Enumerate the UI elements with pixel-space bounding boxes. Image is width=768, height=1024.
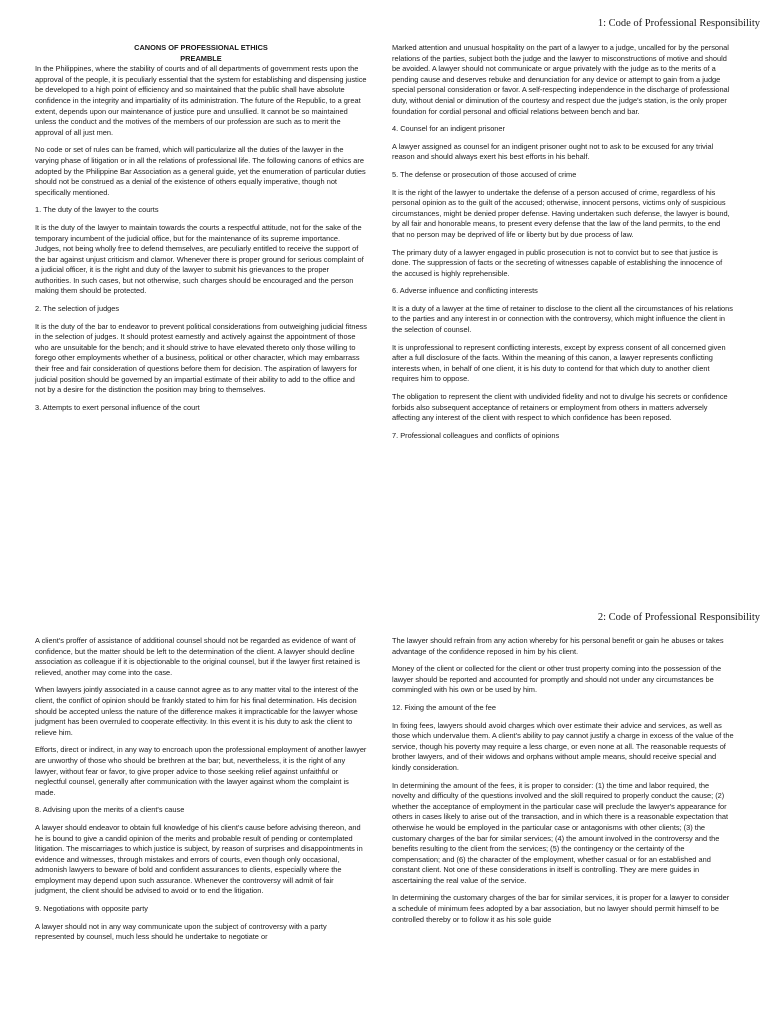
section-heading: 5. The defense or prosecution of those accused of crime <box>392 169 577 179</box>
section-heading: 1. The duty of the lawyer to the courts <box>35 205 159 215</box>
paragraph: A lawyer assigned as counsel for an indigent prisoner ought not to ask to be excused for any trivial reason and should always exert his best efforts in his behalf. <box>392 141 714 162</box>
document-title: CANONS OF PROFESSIONAL ETHICS <box>134 43 268 52</box>
page-header: 1: Code of Professional Responsibility <box>597 18 760 29</box>
section-heading: 7. Professional colleagues and conflicts of opinions <box>392 430 560 440</box>
paragraph: No code or set of rules can be framed, which will particularize all the duties of the lawyer in the varying phase of litigation or in all the relations of professional life. The following canons of ethics are adopted by the Philippine Bar Association as a general guide, yet the enumeration of particular duties should not be construed as a denial of the existence of others equally imperative, though not specifically mentioned. <box>35 145 366 197</box>
paragraph: In fixing fees, lawyers should avoid charges which over estimate their advice and services, as well as those which undervalue them. A client's ability to pay cannot justify a charge in excess of the value of the service, though his poverty may require a less charge, or even none at all. The reasonable requests of brother lawyers, and of their widows and orphans without ample means, should receive special and kindly consideration. <box>392 720 734 772</box>
paragraph: In determining the customary charges of the bar for similar services, it is proper for a lawyer to consider a schedule of minimum fees adopted by a bar association, but no lawyer should permit himself to be controlled thereby or to follow it as his sole guide <box>392 893 730 924</box>
paragraph: In the Philippines, where the stability of courts and of all departments of government rests upon the approval of the people, it is peculiarly essential that the system for establishing and dispensing justice be developed to a high point of efficiency and so maintained that the public shall have absolute confidence in the integrity and impartiality of its administration. The future of the Republic, to a great extent, depends upon our maintenance of justice pure and unsullied. It cannot be so maintained unless the conduct and the motives of the members of our profession are such as to merit the approval of all just men. <box>35 64 367 137</box>
paragraph: It is the duty of the lawyer to maintain towards the courts a respectful attitude, not for the sake of the temporary incumbent of the judicial office, but for the maintenance of its supreme importance. Judges, not being wholly free to defend themselves, are peculiarly entitled to receive the support of the bar against unjust criticism and clamor. Whenever there is proper ground for serious complaint of a judicial officer, it is the right and duty of the lawyer to submit his grievances to the proper authorities. In such cases, but not otherwise, such charges should be encouraged and the person making them should be protected. <box>35 222 364 296</box>
paragraph: It is a duty of a lawyer at the time of retainer to disclose to the client all the circumstances of his relations to the parties and any interest in or connection with the controversy, which might influence the client in the selection of counsel. <box>392 303 733 335</box>
left-column <box>35 43 367 420</box>
document-page-2 <box>0 604 768 1024</box>
paragraph: The lawyer should refrain from any action whereby for his personal benefit or gain he abuses or takes advantage of the confidence reposed in him by his client. <box>392 636 724 656</box>
right-column <box>392 43 734 448</box>
section-heading: 8. Advising upon the merits of a client's cause <box>35 805 185 815</box>
right-column <box>392 636 734 932</box>
paragraph: It is the duty of the bar to endeavor to prevent political considerations from outweighing judicial fitness in the selection of judges. It should protest earnestly and actively against the appointment of those who are unsuitable for the bench; and it should strive to have elevated thereto only those willing to forego other employments whether of a business, political or other character, which may embarrass their free and fair consideration of questions before them for decision. The aspiration of lawyers for judicial position should be governed by an impartial estimate of their ability to add to the office and not by a desire for the distinction the position may bring to themselves. <box>35 321 367 395</box>
paragraph: In determining the amount of the fees, it is proper to consider: (1) the time and labor required, the novelty and difficulty of the questions involved and the skill required to properly conduct the cause; (2) whether the acceptance of employment in the particular case will preclude the lawyer's appearance for others in cases likely to arise out of the transaction, and in which there is a reasonable expectation that otherwise he would be employed in the particular case or antagonisms with other clients; (3) the customary charges of the bar for similar services; (4) the amount involved in the controversy and the benefits resulting to the client from the services; (5) the contingency or the certainty of the compensation; and (6) the character of the employment, whether casual or for an established and constant client. Not one of these considerations in itself is controlling. They are mere guides in ascertaining the real value of the service. <box>392 780 729 885</box>
paragraph: It is unprofessional to represent conflicting interests, except by express consent of all concerned given after a full disclosure of the facts. Within the meaning of this canon, a lawyer represents conflicting interests when, in behalf of one client, it is his duty to contend for that which duty to another client requires him to oppose. <box>392 342 726 384</box>
section-heading: 2. The selection of judges <box>35 304 120 314</box>
paragraph: A lawyer should endeavor to obtain full knowledge of his client's cause before advising thereon, and he is bound to give a candid opinion of the merits and probable result of pending or contemplated litigation. The miscarriages to which justice is subject, by reason of surprises and disappointments in evidence and witnesses, through mistakes and errors of courts, even though only occasional, admonish lawyers to beware of bold and confident assurances to clients, especially where the employment may depend upon such assurance. Whenever the controversy will admit of fair judgment, the client should be advised to avoid or to end the litigation. <box>35 822 363 896</box>
left-column <box>35 636 367 950</box>
section-heading: 9. Negotiations with opposite party <box>35 904 148 914</box>
paragraph: When lawyers jointly associated in a cause cannot agree as to any matter vital to the interest of the client, the conflict of opinion should be frankly stated to him for his final determination. His decision should be accepted unless the nature of the difference makes it impracticable for the lawyer whose judgment has been overruled to cooperate effectivity. In this event it is his duty to ask the client to relieve him. <box>35 685 359 737</box>
page-header: 2: Code of Professional Responsibility <box>597 612 760 623</box>
paragraph: A lawyer should not in any way communicate upon the subject of controversy with a party represented by counsel, much less should he undertake to negotiate or <box>35 921 327 942</box>
section-heading: 6. Adverse influence and conflicting interests <box>392 286 538 296</box>
section-heading: 4. Counsel for an indigent prisoner <box>392 124 505 134</box>
paragraph: A client's proffer of assistance of additional counsel should not be regarded as evidence of want of confidence, but the matter should be left to the determination of the client. A lawyer should decline association as colleague if it is objectionable to the original counsel, but if the lawyer first retained is relieved, another may come into the case. <box>35 636 360 677</box>
document-subtitle: PREAMBLE <box>180 53 222 63</box>
paragraph: Money of the client or collected for the client or other trust property coming into the possession of the lawyer should be reported and accounted for promptly and should not under any circumstances be commingled with his own or be used by him. <box>392 664 722 695</box>
paragraph: Marked attention and unusual hospitality on the part of a lawyer to a judge, uncalled for by the personal relations of the parties, subject both the judge and the lawyer to misconstructions of motive and should be avoided. A lawyer should not communicate or argue privately with the judge as to the merits of a pending cause and deserves rebuke and denunciation for any device or attempt to gain from a judge special personal consideration or favor. A self-respecting independence in the discharge of professional duty, without denial or diminution of the courtesy and respect due the judge's station, is the only proper foundation for cordial personal and official relations between bench and bar. <box>392 43 730 116</box>
section-heading: 12. Fixing the amount of the fee <box>392 702 496 712</box>
paragraph: The primary duty of a lawyer engaged in public prosecution is not to convict but to see that justice is done. The suppression of facts or the secreting of witnesses capable of establishing the innocence of the accused is highly reprehensible. <box>392 247 723 278</box>
paragraph: The obligation to represent the client with undivided fidelity and not to divulge his secrets or confidence forbids also subsequent acceptance of retainers or employment from others in matters adversely affecting any interest of the client with respect to which confidence has been reposed. <box>392 392 728 423</box>
section-heading: 3. Attempts to exert personal influence of the court <box>35 402 200 412</box>
paragraph: It is the right of the lawyer to undertake the defense of a person accused of crime, regardless of his personal opinion as to the guilt of the accused; otherwise, innocent persons, victims only of suspicious circumstances, might be denied proper defense. Having undertaken such defense, the lawyer is bound, by all fair and honorable means, to present every defense that the law of the land permits, to the end that no person may be deprived of life or liberty but by due process of law. <box>392 187 730 239</box>
paragraph: Efforts, direct or indirect, in any way to encroach upon the professional employment of another lawyer are unworthy of those who should be brethren at the bar; but, nevertheless, it is the right of any lawyer, without fear or favor, to give proper advice to those seeking relief against unfaithful or neglectful counsel, generally after communication with the lawyer against whom the complaint is made. <box>35 745 367 797</box>
